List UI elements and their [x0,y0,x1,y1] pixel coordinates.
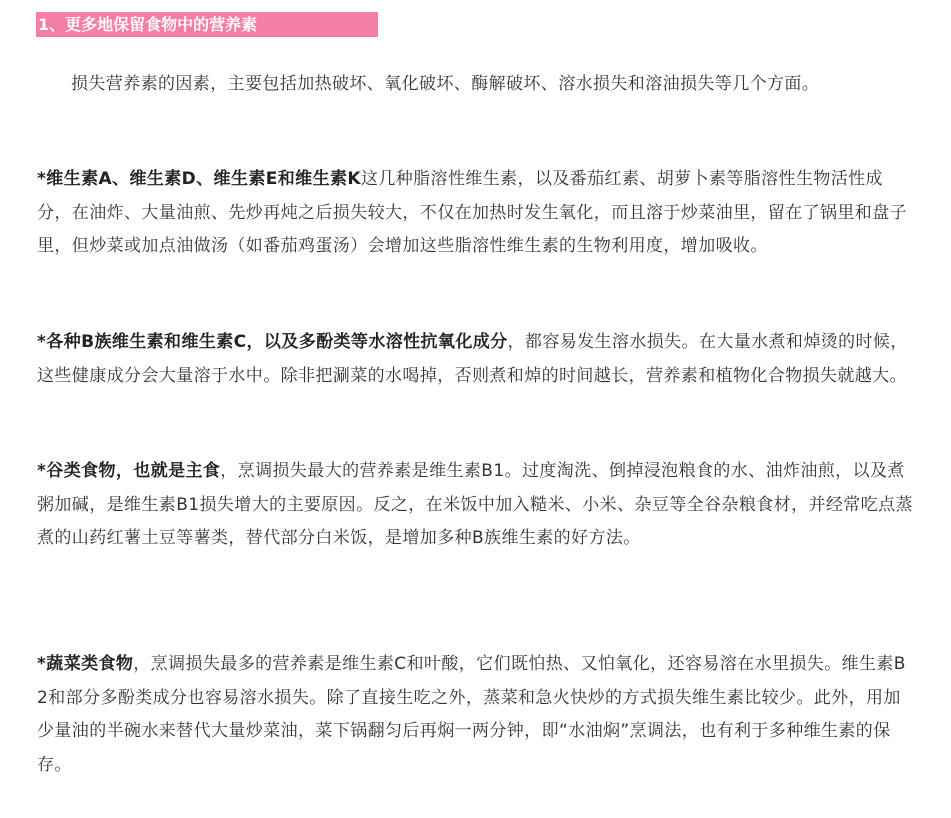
paragraph-lead: *各种B族维生素和维生素C，以及多酚类等水溶性抗氧化成分 [37,332,508,352]
paragraph-lead: *谷类食物，也就是主食 [37,461,221,481]
paragraph-water-soluble-vitamins [37,326,917,393]
paragraph-vegetables [37,648,917,782]
section-heading: 1、更多地保留食物中的营养素 [36,12,378,37]
paragraph-lead: *蔬菜类食物 [37,654,134,674]
paragraph-body: ，烹调损失最大的营养素是维生素B1。过度淘洗、倒掉浸泡粮食的水、油炸油煎，以及煮粥加碱，是维生素B1损失增大的主要原因。反之，在米饭中加入糙米、小米、杂豆等全谷杂粮食材，并经常吃点蒸煮的山药红薯土豆等薯类，替代部分白米饭，是增加多种B族维生素的好方法。 [37,461,913,548]
paragraph-body: 这几种脂溶性维生素，以及番茄红素、胡萝卜素等脂溶性生物活性成分，在油炸、大量油煎、先炒再炖之后损失较大，不仅在加热时发生氧化，而且溶于炒菜油里，留在了锅里和盘子里，但炒菜或加点油做汤（如番茄鸡蛋汤）会增加这些脂溶性维生素的生物利用度，增加吸收。 [37,169,907,256]
paragraph-lead: *维生素A、维生素D、维生素E和维生素K [37,169,361,189]
paragraph-grains [37,455,917,556]
paragraph-body: ，都容易发生溶水损失。在大量水煮和焯烫的时候，这些健康成分会大量溶于水中。除非把涮菜的水喝掉，否则煮和焯的时间越长，营养素和植物化合物损失就越大。 [37,332,908,386]
intro-paragraph: 损失营养素的因素，主要包括加热破坏、氧化破坏、酶解破坏、溶水损失和溶油损失等几个方面。 [71,74,820,94]
paragraph-fat-soluble-vitamins [37,163,917,264]
paragraph-body: ，烹调损失最多的营养素是维生素C和叶酸，它们既怕热、又怕氧化，还容易溶在水里损失。维生素B2和部分多酚类成分也容易溶水损失。除了直接生吃之外，蒸菜和急火快炒的方式损失维生素比较少。此外，用加少量油的半碗水来替代大量炒菜油，菜下锅翻匀后再焖一两分钟，即“水油焖”烹调法，也有利于多种维生素的保存。 [37,654,906,775]
